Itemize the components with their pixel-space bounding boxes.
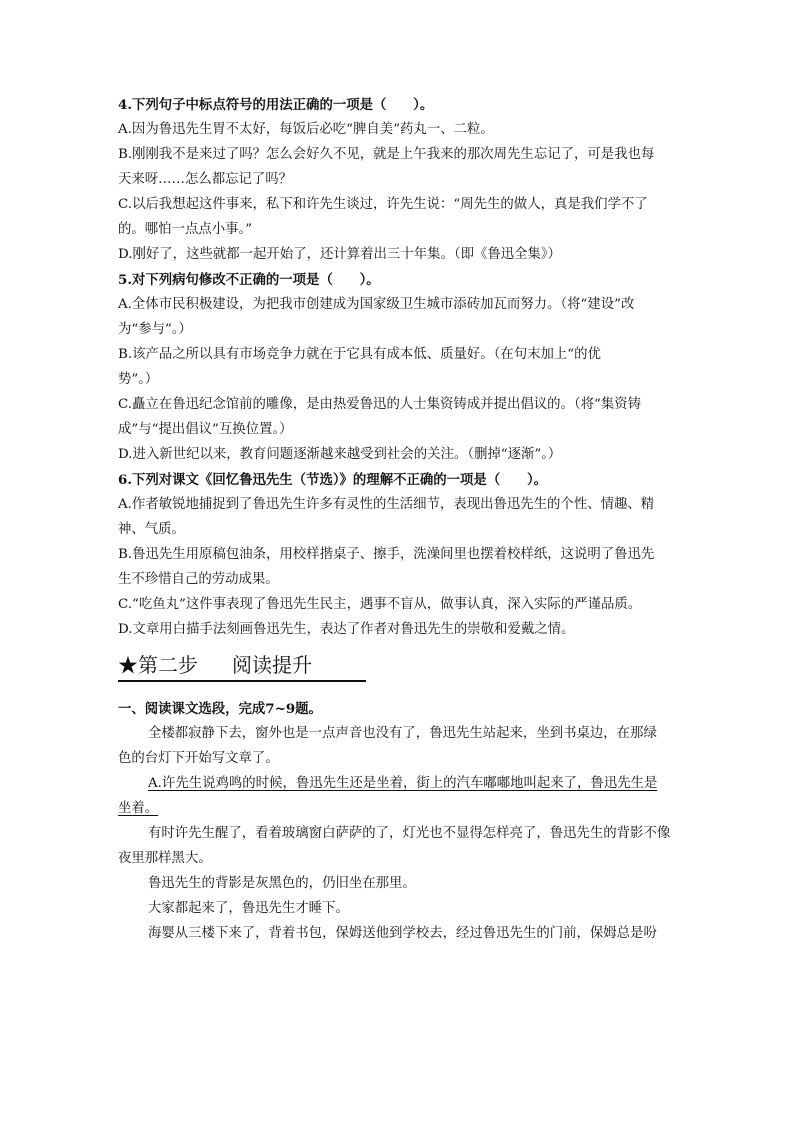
underlined-sentence-line2: 坐着。 [118, 801, 159, 816]
question-5-option-b-line2: 势”。） [118, 372, 159, 387]
question-5-option-a-line1: A.全体市民积极建设，为把我市创建成为国家级卫生城市添砖加瓦而努力。（将“建设”改 [118, 297, 635, 312]
question-6-option-a-line2: 神、气质。 [118, 522, 185, 537]
passage-paragraph-2-line1 [118, 771, 678, 796]
question-4-option-c-line1: C.以后我想起这件事来，私下和许先生谈过，许先生说：“周先生的做人，真是我们学不了 [118, 197, 648, 212]
passage-paragraph-3-line2: 夜里那样黑大。 [118, 851, 212, 866]
passage-paragraph-3-line1: 有时许先生醒了，看着玻璃窗白萨萨的了，灯光也不显得怎样亮了，鲁迅先生的背影不像 [148, 826, 671, 841]
question-6-option-a-line1: A.作者敏锐地捕捉到了鲁迅先生许多有灵性的生活细节，表现出鲁迅先生的个性、情趣、精 [118, 497, 655, 512]
question-4-stem: 4.下列句子中标点符号的用法正确的一项是（ ）。 [118, 97, 434, 113]
question-4-option-b-line2: 天来呀……怎么都忘记了吗？ [118, 172, 293, 187]
underlined-sentence-line1: A.许先生说鸡鸣的时候，鲁迅先生还是坐着，街上的汽车嘟嘟地叫起来了，鲁迅先生是 [148, 776, 658, 791]
question-6-option-b-line2: 生不珍惜自己的劳动成果。 [118, 572, 279, 587]
passage-paragraph-5: 大家都起来了，鲁迅先生才睡下。 [148, 901, 349, 916]
section-title: 阅读提升 [232, 653, 312, 677]
passage-paragraph-4: 鲁迅先生的背影是灰黑色的，仍旧坐在那里。 [148, 876, 416, 891]
question-5-option-c-line1: C.矗立在鲁迅纪念馆前的雕像，是由热爱鲁迅的人士集资铸成并提出倡议的。（将“集资铸 [118, 397, 642, 412]
document-page [118, 92, 678, 946]
question-6-option-d: D.文章用白描手法刻画鲁迅先生，表达了作者对鲁迅先生的崇敬和爱戴之情。 [118, 622, 575, 637]
passage-paragraph-1-line1: 全楼都寂静下去，窗外也是一点声音也没有了，鲁迅先生站起来，坐到书桌边，在那绿 [148, 726, 657, 741]
section-heading [118, 650, 366, 682]
question-5-stem: 5.对下列病句修改不正确的一项是（ ）。 [118, 272, 380, 288]
passage-paragraph-2-line2 [118, 796, 678, 821]
question-5-option-b-line1: B.该产品之所以具有市场竞争力就在于它具有成本低、质量好。（在句末加上“的优 [118, 347, 601, 362]
star-icon: ★ [118, 653, 138, 677]
reading-heading: 一、阅读课文选段，完成7~9题。 [118, 701, 322, 717]
question-5-option-c-line2: 成”与“提出倡议”互换位置。） [118, 422, 293, 437]
question-4-option-b-line1: B.刚刚我不是来过了吗？怎么会好久不见，就是上午我来的那次周先生忘记了，可是我也每 [118, 147, 655, 162]
question-6-option-c: C.“吃鱼丸”这件事表现了鲁迅先生民主，遇事不盲从，做事认真，深入实际的严谨品质。 [118, 597, 642, 612]
passage-paragraph-1-line2: 色的台灯下开始写文章了。 [118, 751, 279, 766]
question-4-option-a: A.因为鲁迅先生胃不太好，每饭后必吃“脾自美”药丸一、二粒。 [118, 122, 494, 137]
question-5-option-d: D.进入新世纪以来，教育问题逐渐越来越受到社会的关注。（删掉“逐渐”。） [118, 447, 562, 462]
passage-paragraph-6: 海婴从三楼下来了，背着书包，保姆送他到学校去，经过鲁迅先生的门前，保姆总是吩 [148, 926, 657, 941]
question-4-option-d: D.刚好了，这些就都一起开始了，还计算着出三十年集。（即《鲁迅全集》） [118, 247, 562, 262]
question-4-option-c-line2: 的。哪怕一点点小事。” [118, 222, 253, 237]
question-6-option-b-line1: B.鲁迅先生用原稿包油条，用校样揩桌子、擦手，洗澡间里也摆着校样纸，这说明了鲁迅先 [118, 547, 655, 562]
question-6-stem: 6.下列对课文《回忆鲁迅先生（节选）》的理解不正确的一项是（ ）。 [118, 472, 548, 488]
section-step: 第二步 [138, 653, 198, 677]
question-5-option-a-line2: 为“参与”。） [118, 322, 192, 337]
